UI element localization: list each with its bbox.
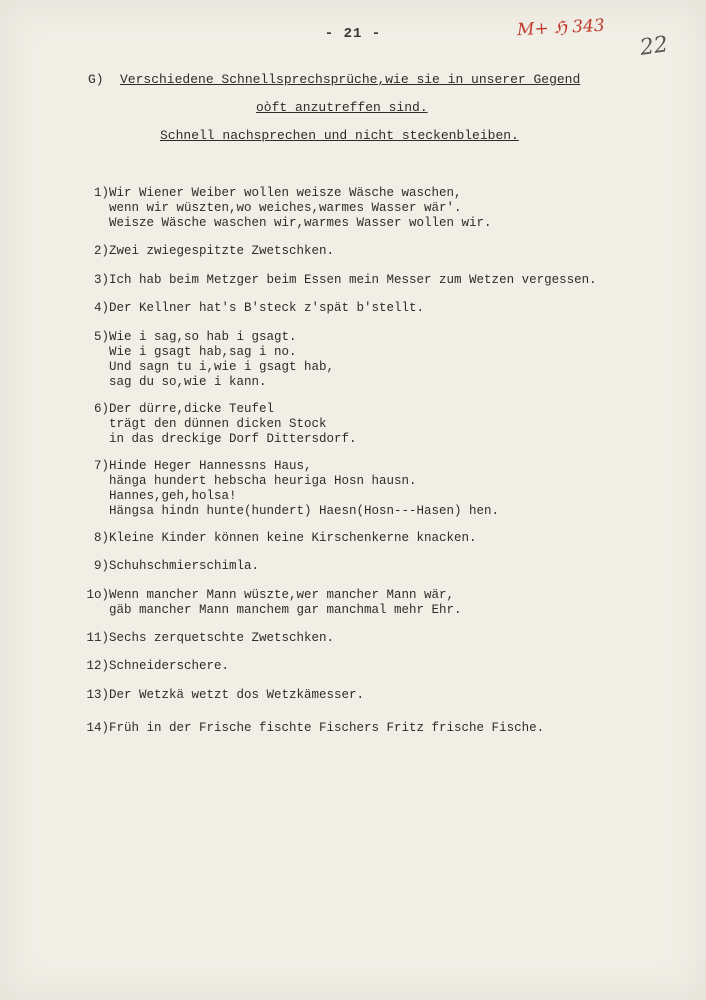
item-number: 11) [86, 631, 109, 645]
list-item [76, 659, 229, 674]
item-number: 5) [93, 330, 109, 344]
list-item [76, 531, 477, 546]
item-number: 8) [93, 531, 109, 545]
item-line: Schneiderschere. [109, 659, 230, 673]
item-text [109, 459, 499, 519]
list-item [76, 559, 259, 574]
item-line: Wir Wiener Weiber wollen weisze Wäsche waschen, [109, 186, 462, 200]
list-item [76, 273, 597, 288]
item-line: Sechs zerquetschte Zwetschken. [109, 631, 335, 645]
item-line: in das dreckige Dorf Dittersdorf. [109, 432, 357, 446]
section-label: G) [88, 72, 104, 87]
archive-signature-mark: M+ ℌ 343 [516, 15, 606, 41]
item-number: 14) [86, 721, 109, 735]
item-line: gäb mancher Mann manchem gar manchmal mehr Ehr. [109, 603, 462, 617]
item-line: Zwei zwiegespitzte Zwetschken. [109, 244, 335, 258]
item-number: 13) [86, 688, 109, 702]
list-item [76, 186, 492, 231]
list-item [76, 721, 544, 736]
folio-number: 22 [638, 32, 670, 61]
item-text [109, 301, 424, 316]
item-number: 4) [93, 301, 109, 315]
item-text [109, 631, 334, 646]
heading-line-3: Schnell nachsprechen und nicht steckenbleiben. [160, 128, 519, 143]
item-text [109, 688, 364, 703]
item-line: Früh in der Frische fischte Fischers Fritz frische Fische. [109, 721, 545, 735]
item-text [109, 721, 544, 736]
item-number: 1o) [86, 588, 109, 602]
item-text [109, 531, 477, 546]
list-item [76, 459, 499, 519]
item-line: Der Wetzkä wetzt dos Wetzkämesser. [109, 688, 365, 702]
item-number: 1) [93, 186, 109, 200]
list-item [76, 402, 357, 447]
item-text [109, 588, 462, 618]
item-line: Wenn mancher Mann wüszte,wer mancher Mann wär, [109, 588, 455, 602]
item-line: Hannes,geh,holsa! [109, 489, 237, 503]
item-number: 12) [86, 659, 109, 673]
list-item [76, 588, 462, 618]
item-line: Wie i gsagt hab,sag i no. [109, 345, 297, 359]
page-number: - 21 - [324, 26, 382, 42]
item-text [109, 659, 229, 674]
item-number: 3) [93, 273, 109, 287]
list-item [76, 688, 364, 703]
item-line: Hängsa hindn hunte(hundert) Haesn(Hosn---Hasen) hen. [109, 504, 500, 518]
item-line: Der Kellner hat's B'steck z'spät b'stellt. [109, 301, 425, 315]
item-line: hänga hundert hebscha heuriga Hosn hausn. [109, 474, 417, 488]
item-text [109, 273, 597, 288]
heading-line-1: Verschiedene Schnellsprechsprüche,wie sie in unserer Gegend [120, 72, 581, 87]
heading-line-2: oòft anzutreffen sind. [256, 100, 428, 115]
list-item [76, 244, 334, 259]
item-line: Und sagn tu i,wie i gsagt hab, [109, 360, 335, 374]
item-line: Ich hab beim Metzger beim Essen mein Messer zum Wetzen vergessen. [109, 273, 597, 287]
item-number: 7) [93, 459, 109, 473]
item-text [109, 186, 492, 231]
item-line: sag du so,wie i kann. [109, 375, 267, 389]
item-number: 6) [93, 402, 109, 416]
item-line: Wie i sag,so hab i gsagt. [109, 330, 297, 344]
item-line: Schuhschmierschimla. [109, 559, 260, 573]
item-number: 9) [93, 559, 109, 573]
item-text [109, 244, 334, 259]
list-item [76, 301, 424, 316]
item-text [109, 402, 357, 447]
item-text [109, 559, 259, 574]
item-line: Weisze Wäsche waschen wir,warmes Wasser wollen wir. [109, 216, 492, 230]
item-number: 2) [93, 244, 109, 258]
item-line: Hinde Heger Hannessns Haus, [109, 459, 312, 473]
list-item [76, 631, 334, 646]
item-line: trägt den dünnen dicken Stock [109, 417, 327, 431]
item-text [109, 330, 334, 390]
item-line: wenn wir wüszten,wo weiches,warmes Wasser wär'. [109, 201, 462, 215]
list-item [76, 330, 334, 390]
item-line: Der dürre,dicke Teufel [109, 402, 275, 416]
item-line: Kleine Kinder können keine Kirschenkerne knacken. [109, 531, 477, 545]
